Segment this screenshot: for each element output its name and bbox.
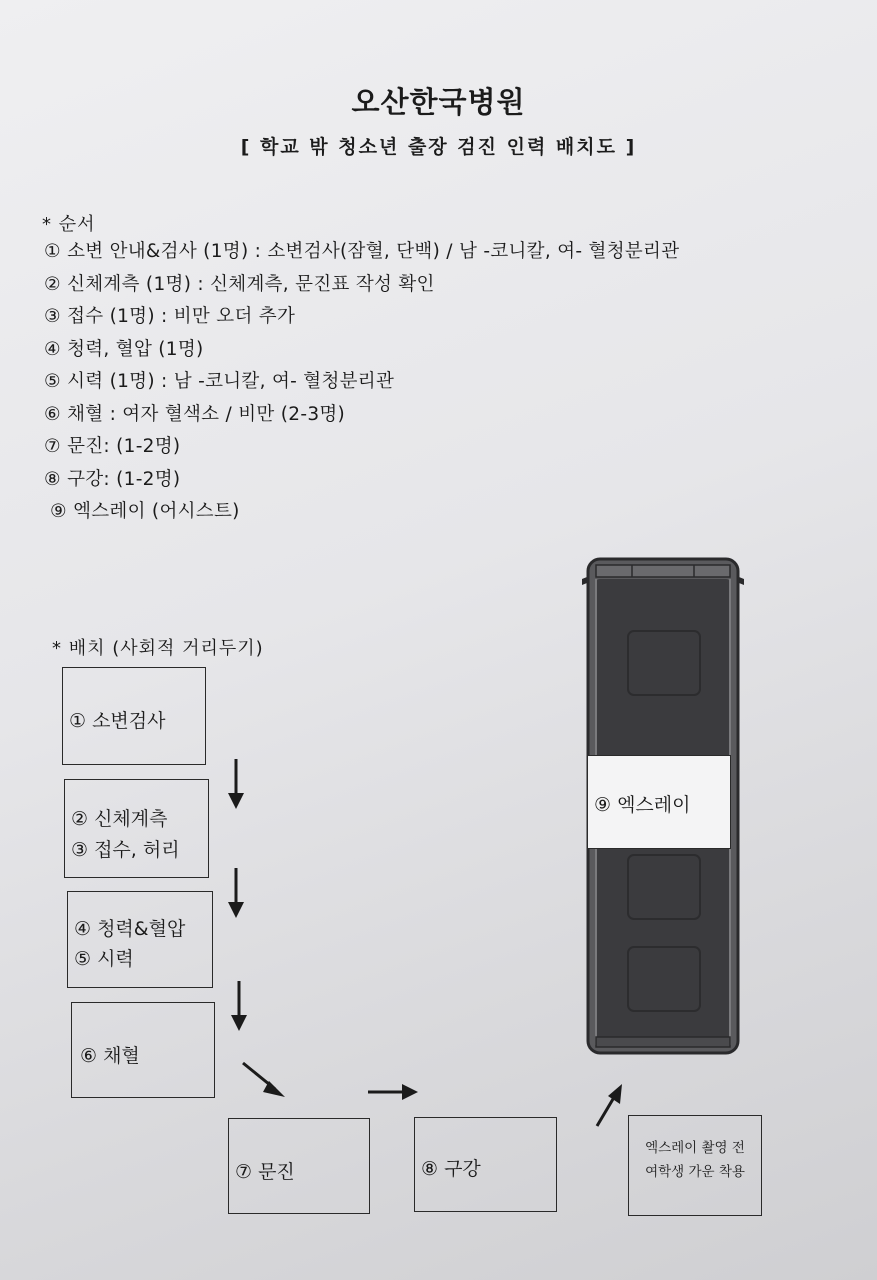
- station-blood-label: ⑥ 채혈: [80, 1045, 140, 1067]
- order-item-1: ① 소변 안내&검사 (1명) : 소변검사(잠혈, 단백) / 남 -코니칼, 여- 혈청분리관: [44, 241, 680, 262]
- station-interview-label: ⑦ 문진: [235, 1161, 295, 1183]
- bus-front-frame: [596, 565, 730, 577]
- station-xray-box: [587, 755, 731, 849]
- order-item-3: ③ 접수 (1명) : 비만 오더 추가: [44, 306, 296, 327]
- station-xray-label: ⑨ 엑스레이: [594, 794, 691, 816]
- xray-note-box: [628, 1115, 762, 1216]
- station-oral-label: ⑧ 구강: [421, 1158, 481, 1180]
- station-hearing-label: ④ 청력&혈압: [74, 918, 186, 940]
- station-hearing-box: [67, 891, 213, 988]
- station-urine-label: ① 소변검사: [69, 710, 166, 732]
- arrow-up-to-xray: [594, 1082, 624, 1128]
- station-body-measure-label: ② 신체계측: [71, 808, 168, 830]
- station-oral-box: [414, 1117, 557, 1212]
- layout-section-heading: * 배치 (사회적 거리두기): [52, 638, 264, 659]
- arrow-diagonal-to-interview: [241, 1061, 287, 1099]
- station-vision-label: ⑤ 시력: [74, 948, 134, 970]
- order-list: [44, 236, 679, 529]
- arrow-down-3: [229, 981, 249, 1033]
- bus-rear-bumper: [596, 1037, 730, 1047]
- order-item-6: ⑥ 채혈 : 여자 혈색소 / 비만 (2-3명): [44, 403, 346, 425]
- order-section-heading: * 순서: [42, 214, 96, 235]
- station-blood-box: [71, 1002, 215, 1098]
- station-urine-box: [62, 667, 206, 765]
- xray-note-line-2: 여학생 가운 착용: [645, 1164, 745, 1180]
- station-reception-label: ③ 접수, 허리: [71, 839, 180, 861]
- arrow-down-1: [226, 759, 246, 811]
- order-item-9: ⑨ 엑스레이 (어시스트): [50, 501, 240, 522]
- arrow-right-to-oral: [368, 1082, 420, 1102]
- order-item-7: ⑦ 문진: (1-2명): [44, 436, 181, 457]
- station-body-measure-box: [64, 779, 209, 878]
- order-item-8: ⑧ 구강: (1-2명): [44, 468, 181, 490]
- order-item-2: ② 신체계측 (1명) : 신체계측, 문진표 작성 확인: [44, 273, 435, 295]
- station-interview-box: [228, 1118, 370, 1214]
- document-title: 오산한국병원: [351, 85, 526, 119]
- order-item-5: ⑤ 시력 (1명) : 남 -코니칼, 여- 혈청분리관: [44, 371, 395, 392]
- arrow-down-2: [226, 868, 246, 920]
- xray-note-line-1: 엑스레이 촬영 전: [645, 1140, 745, 1156]
- order-item-4: ④ 청력, 혈압 (1명): [44, 338, 204, 360]
- document-subtitle: [ 학교 밖 청소년 출장 검진 인력 배치도 ]: [240, 136, 637, 158]
